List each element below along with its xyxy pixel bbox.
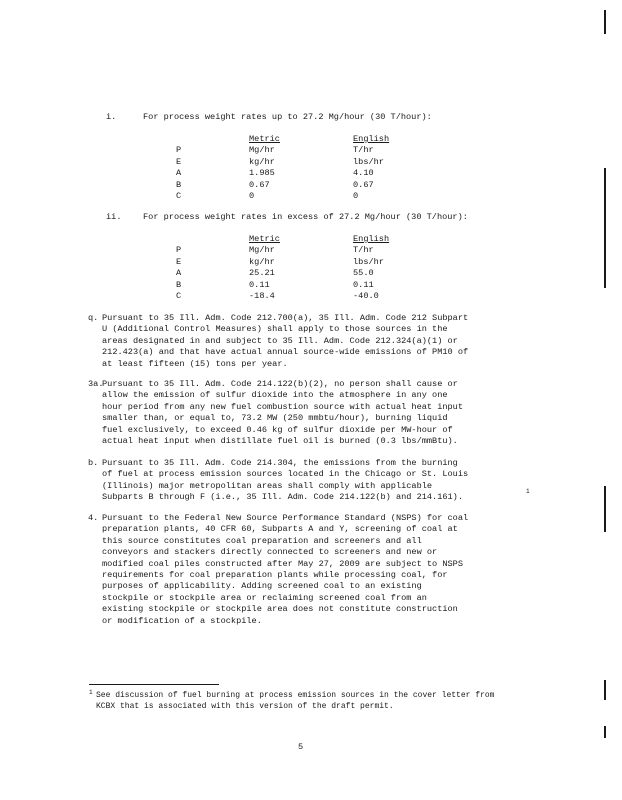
coefficient-table-2	[176, 234, 436, 302]
table-row	[176, 145, 436, 156]
table-cell: E	[176, 156, 182, 167]
table-cell: -40.0	[353, 290, 379, 301]
para-q-text: Pursuant to 35 Ill. Adm. Code 212.700(a), 35 Ill. Adm. Code 212 Subpart U (Additional Control Measures) shall apply to those sources in the areas designated in and subject to 35 Ill. Adm. Code 212.324(a)(1) or 212.423(a) and that have actual annual source-wide emissions of PM10 of at least fifteen (15) tons per year.	[102, 313, 469, 369]
table-cell: 0.67	[249, 179, 270, 190]
table-cell: -18.4	[249, 290, 275, 301]
table-cell: C	[176, 290, 182, 301]
table-cell: 4.10	[353, 168, 374, 179]
para-4-text: Pursuant to the Federal New Source Performance Standard (NSPS) for coal preparation plants, 40 CFR 60, Subparts A and Y, screening of coal at this source constitutes coal preparation and screeners and all conveyors and stackers directly connected to screeners and new or modified coal piles constructed after May 27, 2009 are subject to NSPS requirements for coal preparation plants while processing coal, for purposes of applicability. Adding screened coal to an existing stockpile or stockpile area or reclaiming screened coal from an existing stockpile or stockpile area does not constitute construction or modification of a stockpile.	[102, 513, 469, 626]
table-header-english: English	[353, 234, 390, 244]
table-row	[176, 245, 436, 256]
table-cell: A	[176, 268, 182, 279]
table-row	[176, 168, 436, 179]
item-ii-text: For process weight rates in excess of 27.2 Mg/hour (30 T/hour):	[143, 212, 468, 222]
table-row	[176, 257, 436, 268]
table-header-metric: Metric	[249, 134, 280, 144]
table-cell: kg/hr	[249, 156, 275, 167]
table-cell: B	[176, 279, 182, 290]
table-cell: 0.67	[353, 179, 374, 190]
table-header-metric: Metric	[249, 234, 280, 244]
table-header-english: English	[353, 134, 390, 144]
table-cell: Mg/hr	[249, 245, 275, 256]
page-edge-mark	[604, 10, 606, 34]
table-cell: lbs/hr	[353, 156, 384, 167]
para-b-label: b.	[88, 458, 99, 468]
table-cell: Mg/hr	[249, 145, 275, 156]
table-header-row	[176, 134, 436, 145]
table-cell: A	[176, 168, 182, 179]
table-cell: P	[176, 245, 182, 256]
item-ii-label: ii.	[106, 212, 122, 222]
footnote-reference: 1	[526, 488, 530, 495]
para-3a-label: 3a.	[88, 379, 104, 389]
table-cell: T/hr	[353, 145, 374, 156]
item-i-label: i.	[106, 112, 117, 122]
para-3a-text: Pursuant to 35 Ill. Adm. Code 214.122(b)(2), no person shall cause or allow the emission of sulfur dioxide into the atmosphere in any one hour period from any new fuel combustion source with actual heat input smaller than, or equal to, 73.2 MW (250 mmbtu/hour), burning liquid fuel exclusively, to exceed 0.46 kg of sulfur dioxide per MW-hour of actual heat input when distillate fuel oil is burned (0.3 lbs/mmBtu).	[102, 379, 463, 447]
table-cell: P	[176, 145, 182, 156]
table-cell: 0.11	[353, 279, 374, 290]
page-number: 5	[298, 742, 304, 752]
page-edge-mark	[604, 168, 606, 288]
table-cell: 55.0	[353, 268, 374, 279]
page-edge-mark	[604, 680, 606, 700]
para-q-label: q.	[88, 313, 99, 323]
table-cell: lbs/hr	[353, 256, 384, 267]
table-cell: T/hr	[353, 245, 374, 256]
table-cell: 1.985	[249, 168, 275, 179]
table-row	[176, 280, 436, 291]
table-cell: kg/hr	[249, 256, 275, 267]
table-row	[176, 180, 436, 191]
table-row	[176, 157, 436, 168]
page-edge-mark	[604, 486, 606, 532]
para-4-label: 4.	[88, 513, 99, 523]
table-row	[176, 291, 436, 302]
page-edge-mark	[604, 726, 606, 738]
table-cell: E	[176, 256, 182, 267]
table-cell: C	[176, 190, 182, 201]
coefficient-table-1	[176, 134, 436, 202]
table-cell: 0	[353, 190, 359, 201]
item-i-text: For process weight rates up to 27.2 Mg/hour (30 T/hour):	[143, 112, 432, 122]
footnote-divider	[89, 684, 219, 685]
table-cell: 0.11	[249, 279, 270, 290]
para-b-text: Pursuant to 35 Ill. Adm. Code 214.304, the emissions from the burning of fuel at process emission sources located in the Chicago or St. Louis (Illinois) major metropolitan areas shall comply with applicable Subparts B through F (i.e., 35 Ill. Adm. Code 214.122(b) and 214.161).	[102, 458, 469, 503]
table-cell: 25.21	[249, 268, 275, 279]
table-cell: 0	[249, 190, 255, 201]
table-cell: B	[176, 179, 182, 190]
table-row	[176, 191, 436, 202]
table-row	[176, 268, 436, 279]
table-header-row	[176, 234, 436, 245]
footnote-marker: 1	[89, 689, 93, 696]
footnote-text: See discussion of fuel burning at process emission sources in the cover letter from KCBX that is associated with this version of the draft permit.	[96, 691, 495, 711]
